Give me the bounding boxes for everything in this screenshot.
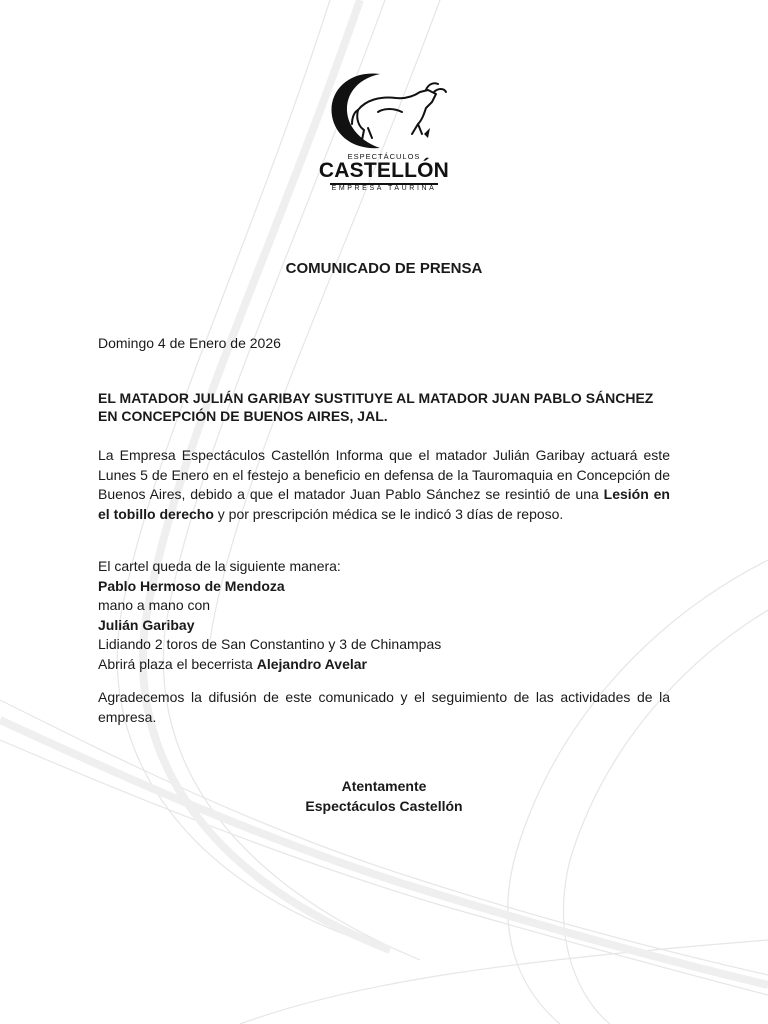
body-paragraph-1 bbox=[98, 446, 670, 524]
cartel-toros: Lidiando 2 toros de San Constantino y 3 de Chinampas bbox=[98, 636, 442, 652]
release-date: Domingo 4 de Enero de 2026 bbox=[98, 335, 281, 351]
logo-small-text: ESPECTÁCULOS bbox=[347, 152, 421, 161]
cartel-connector: mano a mano con bbox=[98, 597, 211, 613]
cartel-intro: El cartel queda de la siguiente manera: bbox=[98, 558, 341, 574]
cartel-becerrista-line bbox=[98, 655, 441, 675]
body-paragraph-3: Agradecemos la difusión de este comunicado y el seguimiento de las actividades de la empresa. bbox=[98, 689, 670, 725]
document-title: COMUNICADO DE PRENSA bbox=[285, 260, 483, 277]
paragraph-text: La Empresa Espectáculos Castellón Informa que el matador Julián Garibay actuará este Lunes 5 de Enero en el festejo a beneficio en defensa de la Tauromaquia en Concepción de Buenos Aires, debido a que el matador Juan Pablo Sánchez se resintió de una bbox=[98, 447, 670, 502]
logo-tagline: EMPRESA TAURINA bbox=[331, 185, 437, 192]
headline: EL MATADOR JULIÁN GARIBAY SUSTITUYE AL MATADOR JUAN PABLO SÁNCHEZ EN CONCEPCIÓN DE BUENOS AIRES, JAL. bbox=[98, 390, 654, 424]
cartel-torero-2: Julián Garibay bbox=[98, 616, 195, 633]
bull-icon bbox=[318, 68, 450, 152]
becerrista-name: Alejandro Avelar bbox=[256, 655, 367, 672]
cartel-block bbox=[98, 557, 441, 674]
logo-brand-text: CASTELLÓN bbox=[318, 159, 450, 182]
paragraph-bold-text: Lesión en el tobillo derecho bbox=[98, 486, 670, 522]
cartel-torero-1: Pablo Hermoso de Mendoza bbox=[98, 577, 285, 594]
closing-block bbox=[0, 777, 768, 816]
becerrista-prefix: Abrirá plaza el becerrista bbox=[98, 655, 253, 672]
paragraph-text-end: y por prescripción médica se le indicó 3 días de reposo. bbox=[213, 505, 564, 522]
closing-line-1: Atentamente bbox=[341, 778, 427, 794]
closing-signature: Espectáculos Castellón bbox=[305, 797, 463, 814]
company-logo bbox=[318, 68, 450, 194]
